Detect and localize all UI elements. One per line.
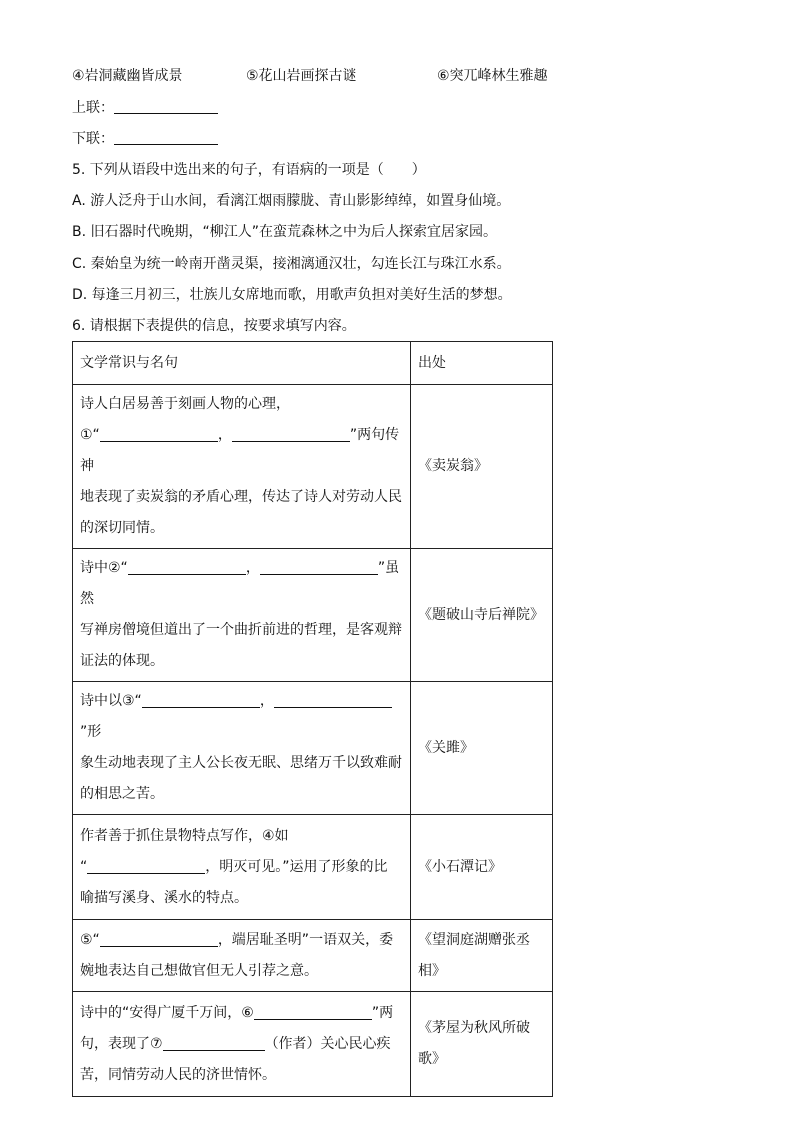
row6-text4: （作者）关心民心疾 [264, 1035, 391, 1052]
couplet-options [72, 66, 632, 86]
header-col1: 文学常识与名句 [73, 342, 411, 385]
lower-couplet-blank[interactable] [114, 130, 218, 145]
row3-text4: 象生动地表现了主人公长夜无眠、思绪万千以致难耐 [80, 755, 402, 771]
row1-text5: 地表现了卖炭翁的矛盾心理，传达了诗人对劳动人民 [80, 489, 402, 505]
row4-text1: 作者善于抓住景物特点写作，④如 [80, 827, 289, 844]
option-6: ⑥突兀峰林生雅趣 [437, 68, 548, 84]
option-4: ④岩洞藏幽皆成景 [72, 68, 183, 84]
row3-content [73, 682, 411, 815]
q6-stem: 6. 请根据下表提供的信息，按要求填写内容。 [72, 318, 356, 334]
lower-couplet-line [72, 129, 218, 149]
row4-text3: ，明灭可见。”运用了形象的比 [205, 858, 388, 875]
row5-text3: 婉地表达自己想做官但无人引荐之意。 [80, 962, 318, 979]
row1-text4: ”两句传神 [80, 427, 400, 474]
upper-couplet-line [72, 98, 218, 118]
q5-option-b[interactable]: B. 旧石器时代晚期，“柳江人”在蛮荒森林之中为后人探索宜居家园。 [72, 224, 498, 240]
row3-text5: 的相思之苦。 [80, 786, 164, 802]
blank-3b[interactable] [274, 693, 392, 708]
row6-text1: 诗中的“安得广厦千万间，⑥ [80, 1004, 254, 1021]
lower-couplet-label: 下联： [72, 131, 114, 147]
row6-content [73, 992, 411, 1097]
row1-text2: ①“ [80, 427, 100, 443]
row4-text2: “ [80, 858, 88, 875]
row2-text5: 证法的体现。 [80, 653, 164, 669]
row6-source-line1: 《茅屋为秋风所破 [418, 1020, 530, 1036]
row5-text1: ⑤“ [80, 931, 100, 948]
blank-1b[interactable] [232, 427, 350, 442]
row3-text3: ”形 [80, 724, 102, 740]
row6-text3: 句，表现了⑦ [80, 1035, 163, 1052]
row1-content [73, 385, 411, 549]
row1-text3: ， [217, 427, 232, 443]
row2-content [73, 549, 411, 682]
row6-source [411, 992, 553, 1097]
row5-source-line1: 《望洞庭湖赠张丞 [418, 931, 530, 948]
row5-source-line2: 相》 [418, 962, 446, 979]
row4-content [73, 815, 411, 920]
row2-text4: 写禅房僧境但道出了一个曲折前进的哲理，是客观辩 [80, 622, 402, 638]
row1-source: 《卖炭翁》 [411, 385, 553, 549]
row2-text3: ”虽然 [80, 560, 400, 607]
blank-1a[interactable] [100, 427, 218, 442]
row1-text1: 诗人白居易善于刻画人物的心理， [80, 396, 290, 412]
q5-option-d[interactable]: D. 每逢三月初三，壮族儿女席地而歌，用歌声负担对美好生活的梦想。 [72, 287, 512, 303]
blank-3a[interactable] [142, 693, 260, 708]
row5-text2: ，端居耻圣明”一语双关，委 [217, 931, 394, 948]
q5-stem: 5. 下列从语段中选出来的句子，有语病的一项是（ ） [72, 162, 426, 178]
row4-text4: 喻描写溪身、溪水的特点。 [80, 889, 248, 906]
blank-5a[interactable] [100, 932, 218, 947]
option-5: ⑤花山岩画探古谜 [246, 68, 357, 84]
table-row [73, 549, 553, 682]
table-row [73, 920, 553, 992]
info-table [72, 341, 553, 1097]
table-row [73, 815, 553, 920]
row3-text2: ， [259, 693, 274, 709]
row5-content [73, 920, 411, 992]
row5-source [411, 920, 553, 992]
row3-source: 《关雎》 [411, 682, 553, 815]
blank-7a[interactable] [163, 1036, 265, 1051]
row1-text6: 的深切同情。 [80, 520, 164, 536]
row2-text1: 诗中②“ [80, 560, 128, 576]
row4-source: 《小石潭记》 [411, 815, 553, 920]
row3-text1: 诗中以③“ [80, 693, 142, 709]
table-row [73, 992, 553, 1097]
q5-option-a[interactable]: A. 游人泛舟于山水间，看漓江烟雨朦胧、青山影影绰绰，如置身仙境。 [72, 193, 511, 209]
header-col2: 出处 [411, 342, 553, 385]
blank-6a[interactable] [254, 1005, 372, 1020]
table-header-row [73, 342, 553, 385]
upper-couplet-blank[interactable] [114, 99, 218, 114]
row2-source: 《题破山寺后禅院》 [411, 549, 553, 682]
row2-text2: ， [245, 560, 260, 576]
q5-option-c[interactable]: C. 秦始皇为统一岭南开凿灵渠，接湘漓通汉壮，勾连长江与珠江水系。 [72, 256, 511, 272]
blank-2b[interactable] [260, 560, 378, 575]
blank-2a[interactable] [128, 560, 246, 575]
row6-source-line2: 歌》 [418, 1051, 446, 1067]
blank-4a[interactable] [87, 859, 205, 874]
table-row [73, 682, 553, 815]
row6-text2: ”两 [371, 1004, 394, 1021]
table-row [73, 385, 553, 549]
row6-text5: 苦，同情劳动人民的济世情怀。 [80, 1066, 276, 1083]
upper-couplet-label: 上联： [72, 100, 114, 116]
